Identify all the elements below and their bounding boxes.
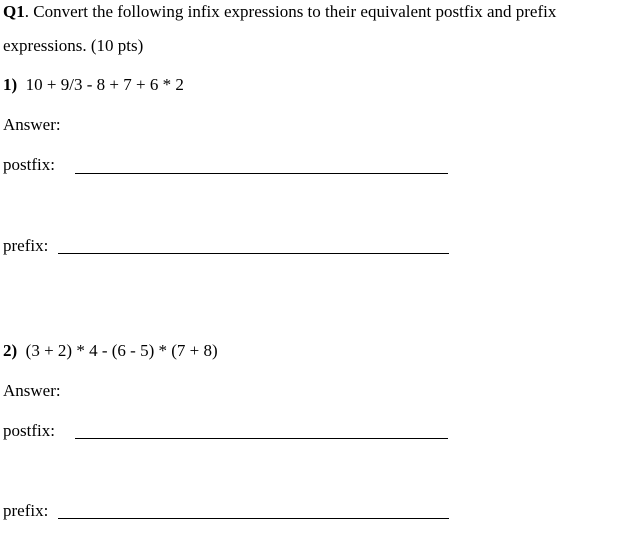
problem-1-answer-label: Answer: — [3, 115, 61, 134]
problem-1-number: 1) — [3, 75, 18, 94]
problem-1-postfix-blank[interactable] — [75, 173, 448, 174]
problem-2-expression: (3 + 2) * 4 - (6 - 5) * (7 + 8) — [25, 341, 218, 360]
problem-2-prefix-label: prefix: — [3, 501, 49, 520]
question-heading — [3, 2, 556, 22]
problem-2-prefix-blank[interactable] — [58, 518, 449, 519]
question-label: Q1 — [3, 2, 25, 21]
problem-2-postfix-blank[interactable] — [75, 438, 448, 439]
problem-1-prefix-blank[interactable] — [58, 253, 449, 254]
problem-2-postfix-label: postfix: — [3, 421, 55, 440]
problem-2-number: 2) — [3, 341, 18, 360]
problem-1-postfix-label: postfix: — [3, 155, 55, 174]
problem-1-expression: 10 + 9/3 - 8 + 7 + 6 * 2 — [25, 75, 184, 94]
problem-2 — [3, 341, 218, 361]
question-text-line1: . Convert the following infix expressions to their equivalent postfix and prefix — [24, 2, 557, 21]
problem-2-answer-label: Answer: — [3, 381, 61, 400]
question-text-line2: expressions. (10 pts) — [3, 36, 144, 55]
problem-1 — [3, 75, 184, 95]
problem-1-prefix-label: prefix: — [3, 236, 49, 255]
